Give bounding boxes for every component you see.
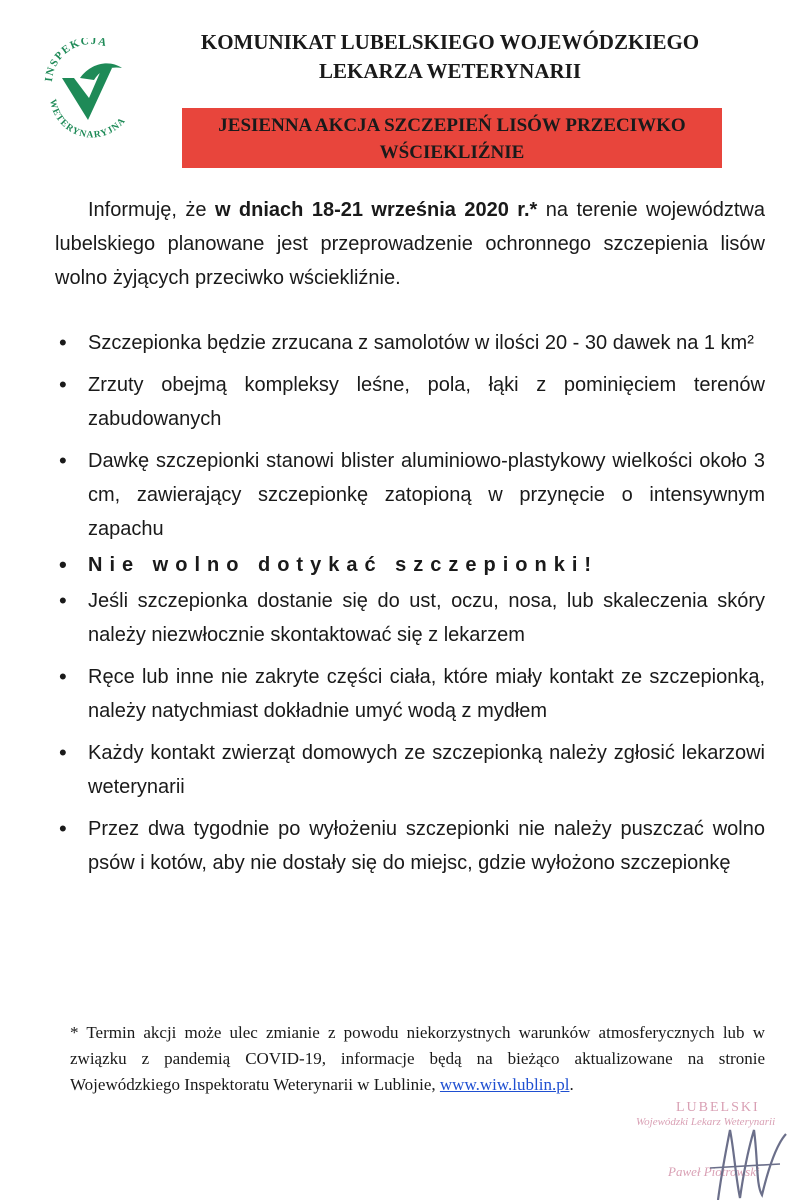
bullet-icon: • (59, 372, 67, 397)
intro-dates: w dniach 18-21 września 2020 r.* (214, 199, 538, 221)
logo-top-text: INSPEKCJA (42, 38, 110, 83)
stamp-line-2: Wojewódzki Lekarz Weterynarii (636, 1116, 776, 1128)
communique-title (140, 28, 760, 86)
footnote (70, 1020, 765, 1098)
intro-paragraph (55, 193, 765, 295)
campaign-headline (182, 112, 722, 166)
bullet-icon: • (59, 816, 67, 841)
footnote-end: . (569, 1075, 574, 1094)
list-item (55, 368, 765, 436)
list-item (55, 812, 765, 880)
list-item (55, 736, 765, 804)
headline-line-1: JESIENNA AKCJA SZCZEPIEŃ LISÓW PRZECIWKO (218, 115, 686, 136)
list-item-text: Szczepionka będzie zrzucana z samolotów w ilości 20 - 30 dawek na 1 km² (88, 332, 754, 354)
list-item-text: Jeśli szczepionka dostanie się do ust, oczu, nosa, lub skaleczenia skóry należy niezwłocznie skontaktować się z lekarzem (88, 590, 765, 646)
warning-item (55, 548, 765, 582)
list-item (55, 326, 765, 360)
list-item (55, 444, 765, 546)
list-item (55, 584, 765, 652)
warning-text: Nie wolno dotykać szczepionki! (88, 554, 599, 576)
intro-prefix: Informuję, że (88, 199, 215, 221)
official-stamp (630, 1090, 798, 1200)
bullet-icon: • (59, 740, 67, 765)
list-item (55, 660, 765, 728)
footnote-text: * Termin akcji może ulec zmianie z powodu niekorzystnych warunków atmosferycznych lub w związku z pandemią COVID-19, informacje będą na bieżąco aktualizowane na stronie Wojewódzkiego Inspektoratu Weterynarii w Lublinie, (70, 1023, 765, 1094)
stamp-line-1: LUBELSKI (676, 1100, 760, 1115)
bullet-icon: • (59, 664, 67, 689)
stamp-line-3: Paweł Piotrowski (668, 1164, 760, 1179)
list-item-text: Ręce lub inne nie zakryte części ciała, które miały kontakt ze szczepionką, należy natychmiast dokładnie umyć wodą z mydłem (88, 666, 765, 722)
list-item-text: Dawkę szczepionki stanowi blister aluminiowo-plastykowy wielkości około 3 cm, zawierający szczepionkę zatopioną w przynęcie o intensywnym zapachu (88, 450, 765, 540)
instructions-list (55, 326, 765, 880)
logo-bottom-text: WETERYNARYJNA (46, 98, 129, 141)
intro-suffix: na terenie województwa lubelskiego planowane jest przeprowadzenie ochronnego szczepienia lisów wolno żyjących przeciwko wściekliźnie. (55, 199, 765, 289)
inspection-logo (40, 38, 140, 148)
headline-line-2: WŚCIEKLIŹNIE (379, 142, 525, 163)
signature-icon (630, 1090, 798, 1200)
bullet-icon: • (59, 552, 67, 577)
list-item-text: Przez dwa tygodnie po wyłożeniu szczepionki nie należy puszczać wolno psów i kotów, aby nie dostały się do miejsc, gdzie wyłożono szczepionkę (88, 818, 765, 874)
bullet-icon: • (59, 588, 67, 613)
list-item-text: Każdy kontakt zwierząt domowych ze szczepionką należy zgłosić lekarzowi weterynarii (88, 742, 765, 798)
veterinary-logo-icon (40, 38, 140, 148)
list-item-text: Zrzuty obejmą kompleksy leśne, pola, łąki z pominięciem terenów zabudowanych (88, 374, 765, 430)
title-line-2: LEKARZA WETERYNARII (318, 59, 582, 83)
inspectorate-website-link[interactable]: www.wiw.lublin.pl (439, 1075, 570, 1094)
bullet-icon: • (59, 448, 67, 473)
bullet-icon: • (59, 330, 67, 355)
title-line-1: KOMUNIKAT LUBELSKIEGO WOJEWÓDZKIEGO (200, 30, 700, 54)
